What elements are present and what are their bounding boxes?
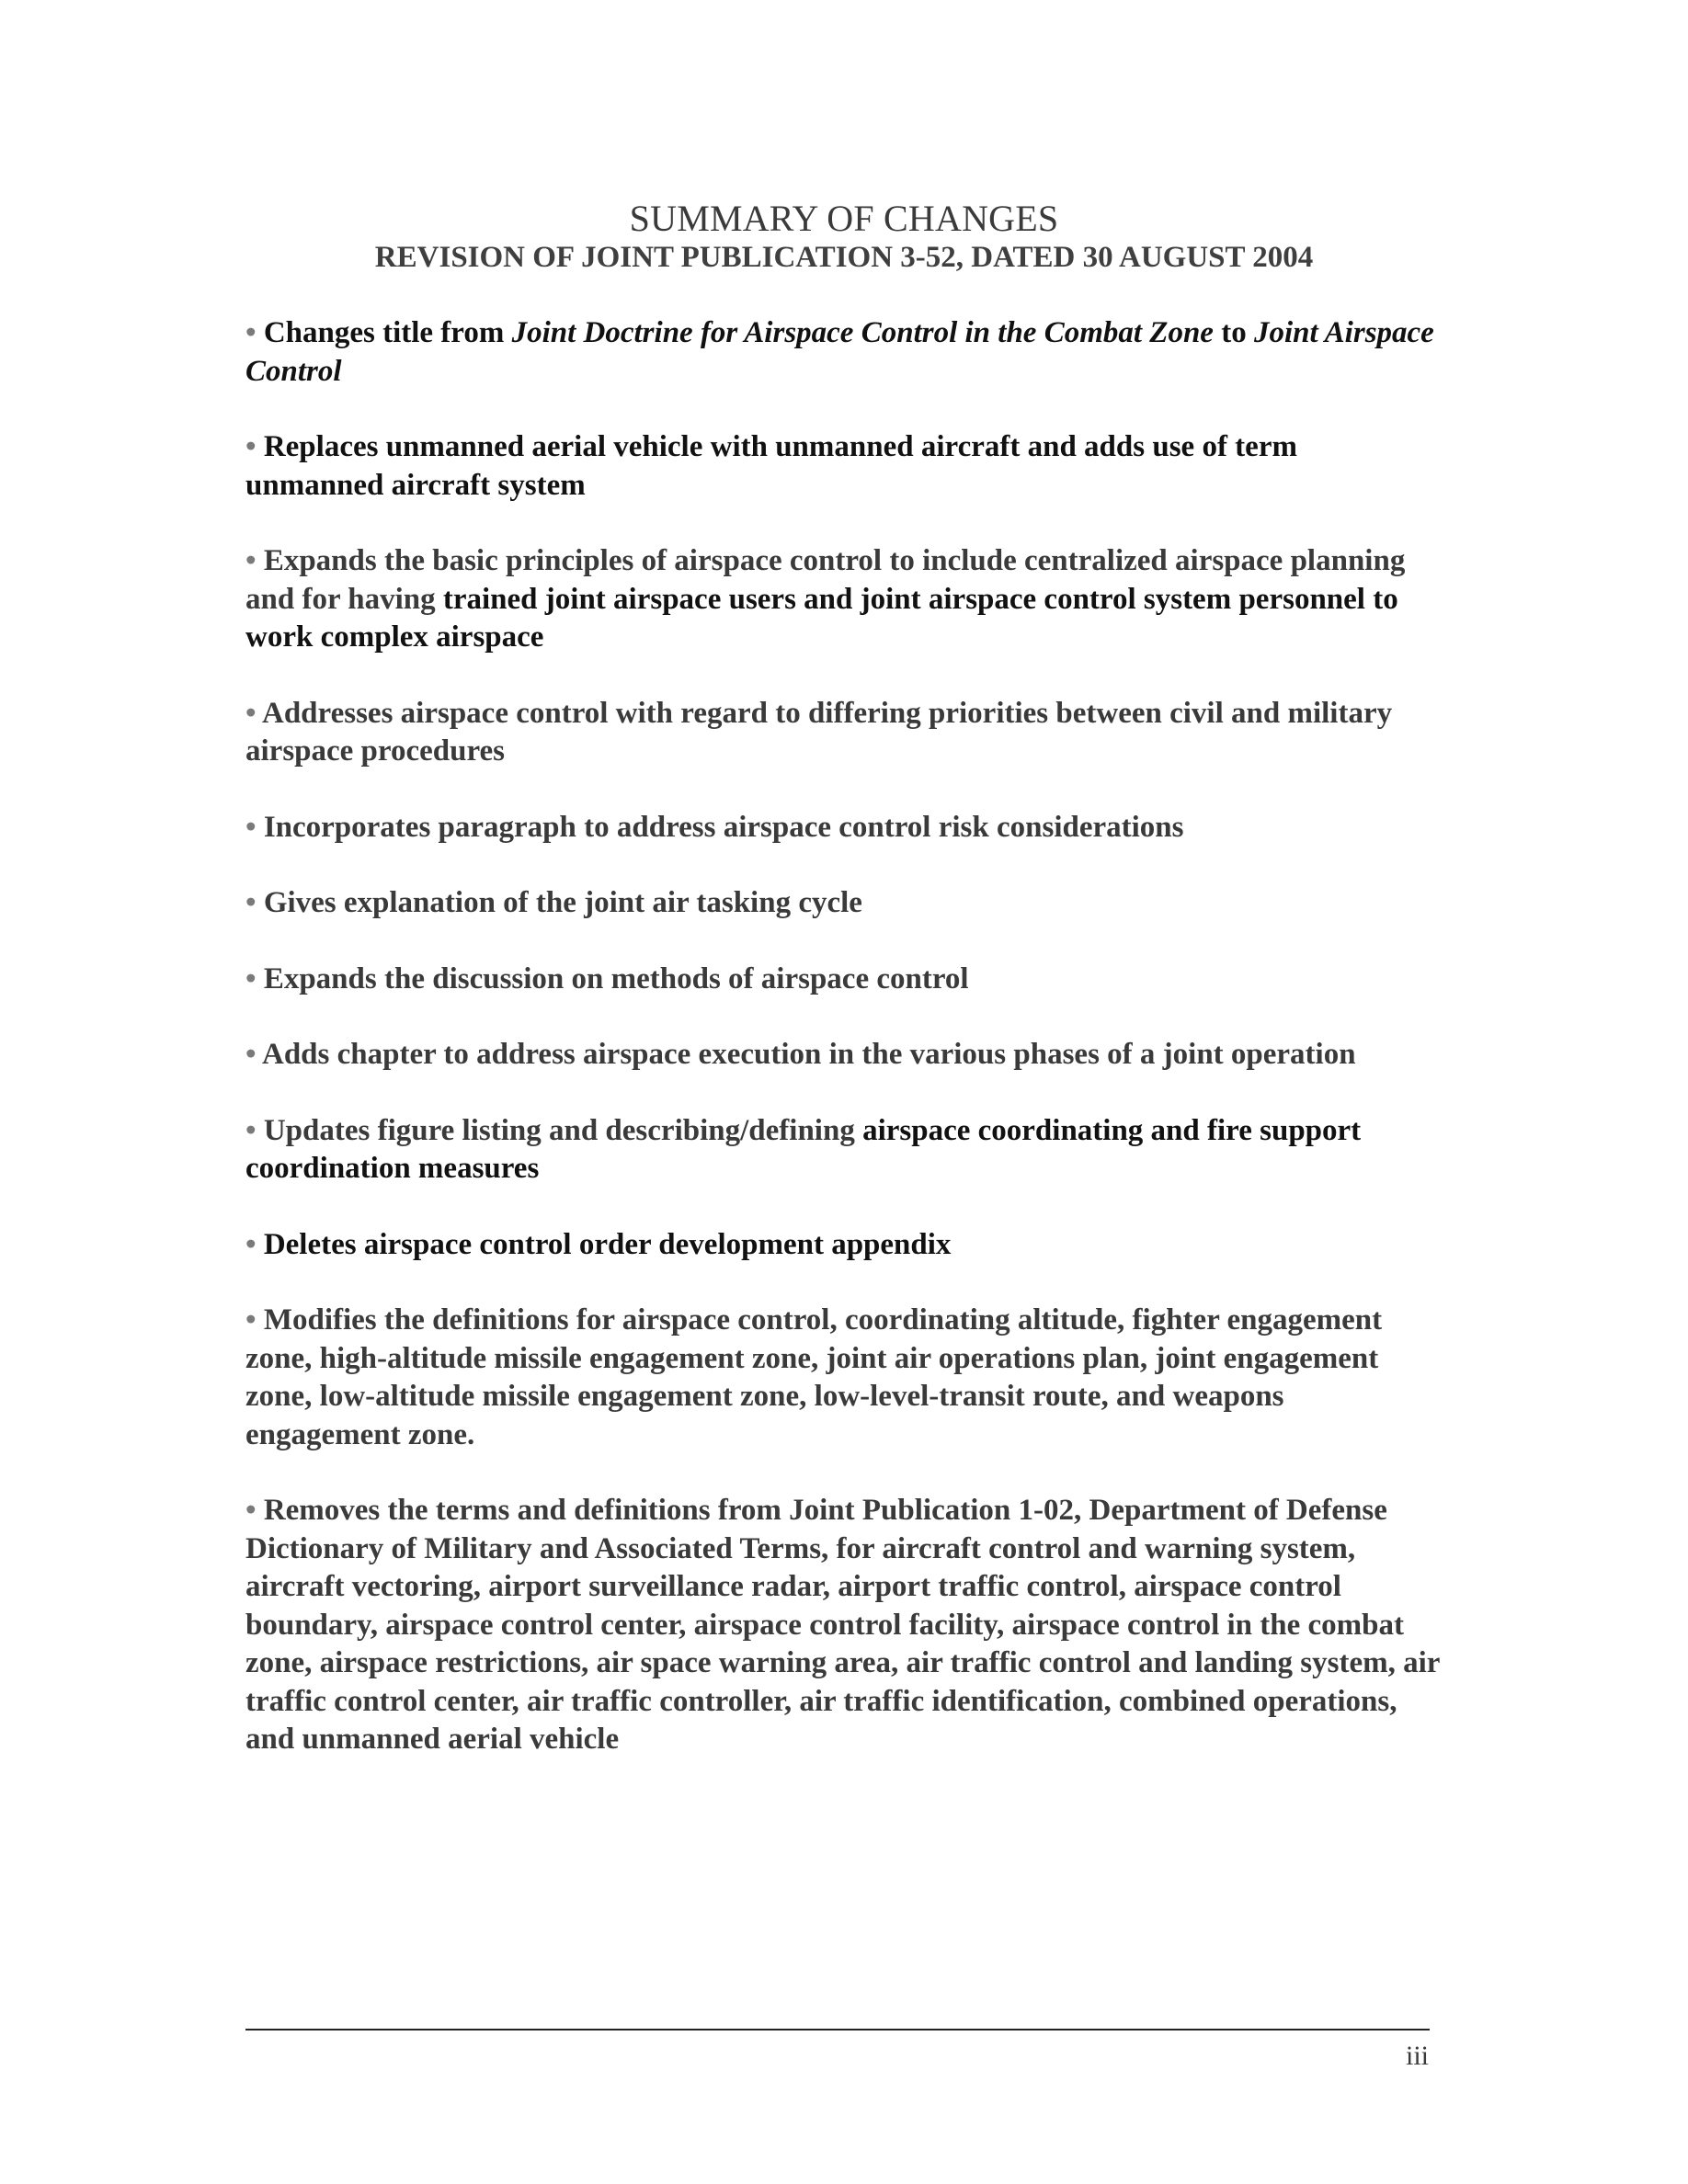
list-item bbox=[245, 884, 1441, 923]
list-item-text: Addresses airspace control with regard to differing priorities between civil and military airspace procedures bbox=[245, 696, 1393, 768]
list-item-text-emphasis: airspace coordinating and fire support coordination measures bbox=[245, 1113, 1362, 1185]
bullet-marker: • bbox=[245, 810, 257, 844]
list-item-text: Changes title from bbox=[263, 316, 512, 349]
bullet-marker: • bbox=[245, 886, 257, 919]
bullet-marker: • bbox=[245, 430, 257, 463]
changes-list bbox=[245, 314, 1441, 1797]
bullet-marker: • bbox=[245, 544, 257, 577]
list-item bbox=[245, 1112, 1441, 1189]
list-item-text: Incorporates paragraph to address airspace control risk considerations bbox=[263, 810, 1184, 844]
list-item-text: to bbox=[1213, 316, 1254, 349]
list-item bbox=[245, 1302, 1441, 1454]
list-item bbox=[245, 428, 1441, 505]
list-item bbox=[245, 1226, 1441, 1265]
footer-divider bbox=[245, 2029, 1430, 2030]
list-item bbox=[245, 695, 1441, 771]
list-item bbox=[245, 961, 1441, 999]
list-item-text: Gives explanation of the joint air tasking cycle bbox=[263, 886, 862, 919]
list-item bbox=[245, 809, 1441, 847]
page-number: iii bbox=[1405, 2041, 1429, 2071]
list-item bbox=[245, 542, 1441, 657]
list-item-text: Modifies the definitions for airspace control, coordinating altitude, fighter engagement zone, high-altitude missile engagement zone, joint air operations plan, joint engagement zone, low-altitude missile engagement zone, low-level-transit route, and weapons engagement zone. bbox=[245, 1303, 1383, 1451]
list-item bbox=[245, 314, 1441, 391]
page-title: SUMMARY OF CHANGES bbox=[629, 198, 1059, 239]
list-item-text: Expands the discussion on methods of airspace control bbox=[263, 961, 969, 995]
list-item-text: Removes the terms and definitions from Joint Publication 1-02, Department of Defense Dictionary of Military and Associated Terms, for aircraft control and warning system, aircraft vectoring, airport surveillance radar, airport traffic control, airspace control boundary, airspace control center, airspace control facility, airspace control in the combat zone, airspace restrictions, air space warning area, air traffic control and landing system, air traffic control center, air traffic controller, air traffic identification, combined operations, and unmanned aerial vehicle bbox=[245, 1494, 1440, 1756]
bullet-marker: • bbox=[245, 316, 257, 349]
page-subtitle: REVISION OF JOINT PUBLICATION 3-52, DATED 30 AUGUST 2004 bbox=[374, 241, 1314, 274]
publication-title-new: Joint Airspace Control bbox=[245, 316, 1434, 388]
list-item bbox=[245, 1036, 1441, 1075]
bullet-marker: • bbox=[245, 1038, 257, 1071]
list-item-text: Deletes airspace control order development appendix bbox=[263, 1227, 952, 1261]
list-item-text: Updates figure listing and describing/defining bbox=[263, 1113, 863, 1147]
bullet-marker: • bbox=[245, 696, 257, 730]
bullet-marker: • bbox=[245, 1494, 257, 1527]
list-item-text: Replaces unmanned aerial vehicle with unmanned aircraft and adds use of term unmanned aircraft system bbox=[245, 430, 1297, 502]
list-item-text-emphasis: trained joint airspace users and joint airspace control system personnel to work complex airspace bbox=[245, 582, 1398, 654]
bullet-marker: • bbox=[245, 961, 257, 995]
publication-title-old: Joint Doctrine for Airspace Control in the Combat Zone bbox=[511, 316, 1214, 349]
list-item-text: Expands the basic principles of airspace control to include centralized airspace planning and for having bbox=[245, 544, 1406, 616]
bullet-marker: • bbox=[245, 1113, 257, 1147]
bullet-marker: • bbox=[245, 1303, 257, 1337]
list-item bbox=[245, 1492, 1441, 1759]
list-item-text: Adds chapter to address airspace execution in the various phases of a joint operation bbox=[262, 1038, 1356, 1071]
bullet-marker: • bbox=[245, 1227, 257, 1261]
